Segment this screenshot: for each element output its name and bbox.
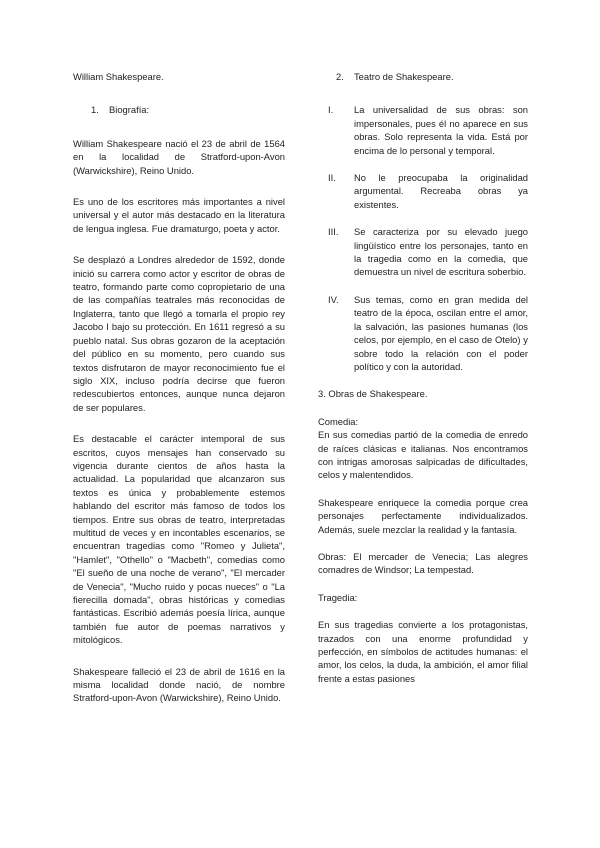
item-number: I.: [328, 104, 334, 116]
section-1-title: Biografía:: [109, 104, 150, 116]
bio-paragraph-2: Es uno de los escritores más importantes a nivel universal y el autor más destacado en la literatura de lengua inglesa. Fue dramaturgo, poeta y actor.: [73, 196, 285, 234]
comedia-paragraph-1: En sus comedias partió de la comedia de enredo de raíces clásicas e italianas. Nos encontramos con intrigas amorosas salpicadas de dificultades, celos y malentendidos.: [318, 429, 528, 481]
bio-paragraph-5: Shakespeare falleció el 23 de abril de 1616 en la misma localidad donde nació, de nombre Stratford-upon-Avon (Warwickshire), Reino Unido.: [73, 665, 285, 704]
teatro-item: [318, 171, 528, 211]
comedia-paragraph-2: Shakespeare enriquece la comedia porque crea personajes perfectamente individualizados. Además, suele mezclar la realidad y la fantasía.: [318, 496, 528, 535]
section-2-number: 2.: [336, 71, 344, 82]
section-1-heading: [73, 103, 285, 116]
teatro-item: [318, 225, 528, 279]
right-column: [318, 70, 528, 685]
bio-paragraph-3: Se desplazó a Londres alrededor de 1592, donde inició su carrera como actor y escritor de obras de teatro, formando parte como copropietario de una de las compañías teatrales más reconocidas de Inglaterra, tanto que llegó a tomarla el propio rey Jacobo I bajo su protección. En 1611 regresó a su pueblo natal. Sus obras gozaron de la aceptación del público en su momento, pero cuando sus textos disfrutaron de mayor reconocimiento fue el siglo XIX, incluso podría decirse que fueron redescubiertos entonces, aunque nunca dejaron de ser populares.: [73, 254, 285, 413]
bio-paragraph-4: Es destacable el carácter intemporal de sus escritos, cuyos mensajes han conservado su vigencia durante cientos de años hasta la actualidad. La popularidad que alcanzaron sus textos es única y probablemente estemos hablando del escritor más famoso de todos los tiempos. Entre sus obras de teatro, interpretadas multitud de veces y en incontables escenarios, se encuentran tragedias como "Romeo y Julieta", "Hamlet", "Othello" o "Macbeth", comedias como "El sueño de una noche de verano", "El mercader de Venecia", "Mucho ruido y pocas nueces" o "La fierecilla domada", obras históricas y comedias fantásticas. Escribió además poesía lírica, aunque también fue autor de poemas narrativos y mitológicos.: [73, 433, 285, 646]
bio-paragraph-1: William Shakespeare nació el 23 de abril de 1564 en la localidad de Stratford-upon-Avon (Warwickshire), Reino Unido.: [73, 137, 285, 176]
section-2-title: Teatro de Shakespeare.: [354, 71, 454, 82]
section-3-heading: 3. Obras de Shakespeare.: [318, 388, 428, 400]
left-column: [73, 70, 285, 705]
tragedia-paragraph-1: En sus tragedias convierte a los protagonistas, trazados con una enorme profundidad y perfección, en símbolos de actitudes humanas: el amor, los celos, la duda, la ambición, el amor filial frente a estas pasiones: [318, 619, 528, 684]
comedia-label: Comedia:: [318, 415, 359, 427]
section-1-number: 1.: [91, 104, 99, 116]
section-2-heading: [318, 70, 528, 83]
item-text: Se caracteriza por su elevado juego lingüístico entre los personajes, tanto en la tragedia como en la comedia, que demuestra un nivel de escritura soberbio.: [354, 226, 528, 278]
item-number: IV.: [328, 293, 339, 305]
author-heading: William Shakespeare.: [73, 71, 164, 82]
tragedia-label: Tragedia:: [318, 591, 358, 603]
item-text: No le preocupaba la originalidad argumental. Recreaba obras ya existentes.: [354, 172, 528, 210]
teatro-item: [318, 103, 528, 157]
item-number: II.: [328, 172, 336, 184]
comedia-obras: Obras: El mercader de Venecia; Las alegres comadres de Windsor; La tempestad.: [318, 550, 528, 576]
item-text: Sus temas, como en gran medida del teatro de la época, oscilan entre el amor, la salvación, las pasiones humanas (los celos, por ejemplo, en el caso de Otelo) y sobre todo la relación con el poder político y con la autoridad.: [354, 293, 528, 372]
item-text: La universalidad de sus obras: son impersonales, pues él no aparece en sus obras. Solo representa la vida. Está por encima de lo personal y temporal.: [354, 104, 528, 156]
item-number: III.: [328, 226, 339, 238]
teatro-item: [318, 293, 528, 373]
